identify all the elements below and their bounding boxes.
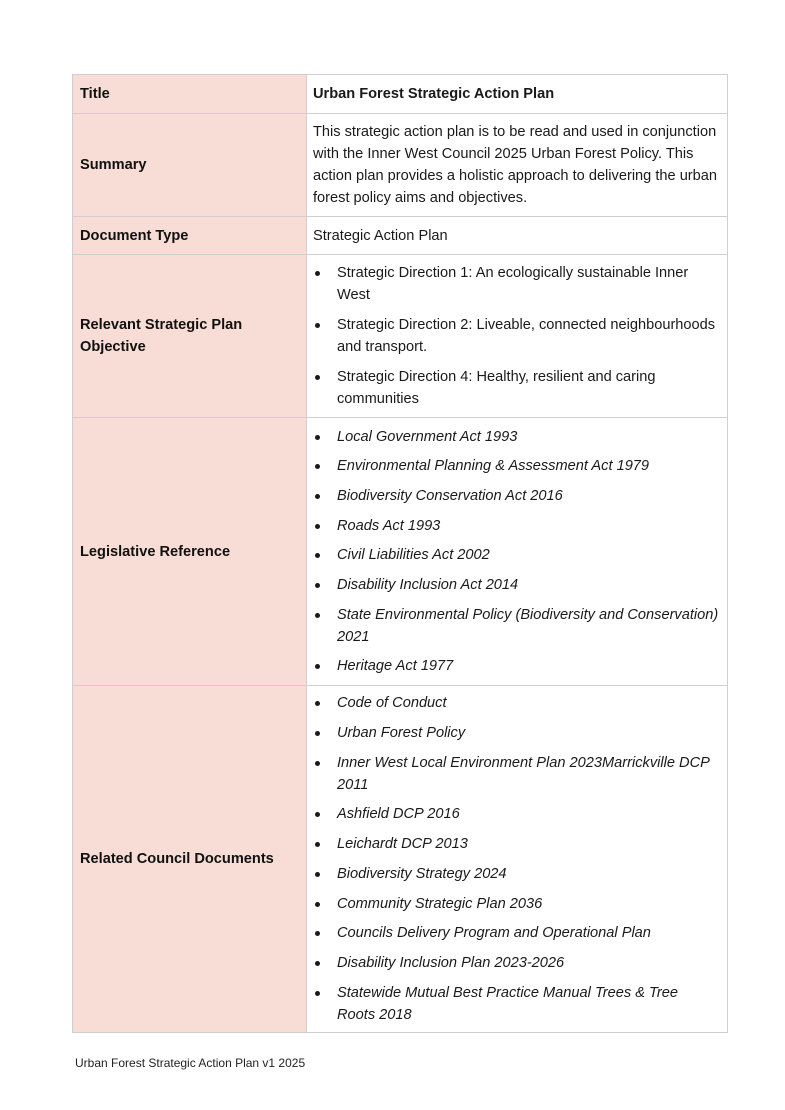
- list-item: Biodiversity Strategy 2024: [313, 863, 719, 885]
- list-item: Local Government Act 1993: [313, 426, 719, 448]
- summary-value: This strategic action plan is to be read and used in conjunction with the Inner West Council 2025 Urban Forest Policy. This action plan provides a holistic approach to delivering the urban forest policy aims and objectives.: [307, 114, 728, 217]
- title-label: Title: [73, 75, 307, 114]
- page-footer: Urban Forest Strategic Action Plan v1 2025: [75, 1056, 306, 1070]
- table-row-legislative: [73, 418, 728, 686]
- summary-label: Summary: [73, 114, 307, 217]
- related-label: Related Council Documents: [73, 686, 307, 1033]
- list-item: Community Strategic Plan 2036: [313, 893, 719, 915]
- table-row-related: [73, 686, 728, 1033]
- table-row-document-type: [73, 217, 728, 255]
- list-item: Environmental Planning & Assessment Act 1979: [313, 455, 719, 477]
- list-item: Code of Conduct: [313, 692, 719, 714]
- list-item: Statewide Mutual Best Practice Manual Trees & Tree Roots 2018: [313, 982, 719, 1026]
- legislative-value: [307, 418, 728, 686]
- list-item: Disability Inclusion Act 2014: [313, 574, 719, 596]
- legislative-list: [313, 426, 719, 678]
- document-info-table: [72, 74, 728, 1033]
- objective-label: Relevant Strategic Plan Objective: [73, 255, 307, 418]
- document-type-label: Document Type: [73, 217, 307, 255]
- list-item: Heritage Act 1977: [313, 655, 719, 677]
- objective-value: [307, 255, 728, 418]
- objective-list: [313, 262, 719, 409]
- table-row-objective: [73, 255, 728, 418]
- table-row-summary: [73, 114, 728, 217]
- list-item: Urban Forest Policy: [313, 722, 719, 744]
- list-item: Councils Delivery Program and Operational Plan: [313, 922, 719, 944]
- legislative-label: Legislative Reference: [73, 418, 307, 686]
- related-value: [307, 686, 728, 1033]
- table-row-title: [73, 75, 728, 114]
- list-item: Civil Liabilities Act 2002: [313, 544, 719, 566]
- list-item: Inner West Local Environment Plan 2023Marrickville DCP 2011: [313, 752, 719, 796]
- list-item: Leichardt DCP 2013: [313, 833, 719, 855]
- title-value: Urban Forest Strategic Action Plan: [307, 75, 728, 114]
- related-list: [313, 692, 719, 1025]
- list-item: Biodiversity Conservation Act 2016: [313, 485, 719, 507]
- list-item: Strategic Direction 2: Liveable, connected neighbourhoods and transport.: [313, 314, 719, 358]
- list-item: Strategic Direction 4: Healthy, resilient and caring communities: [313, 366, 719, 410]
- document-type-value: Strategic Action Plan: [307, 217, 728, 255]
- list-item: Roads Act 1993: [313, 515, 719, 537]
- list-item: Disability Inclusion Plan 2023-2026: [313, 952, 719, 974]
- list-item: State Environmental Policy (Biodiversity and Conservation) 2021: [313, 604, 719, 648]
- list-item: Strategic Direction 1: An ecologically sustainable Inner West: [313, 262, 719, 306]
- list-item: Ashfield DCP 2016: [313, 803, 719, 825]
